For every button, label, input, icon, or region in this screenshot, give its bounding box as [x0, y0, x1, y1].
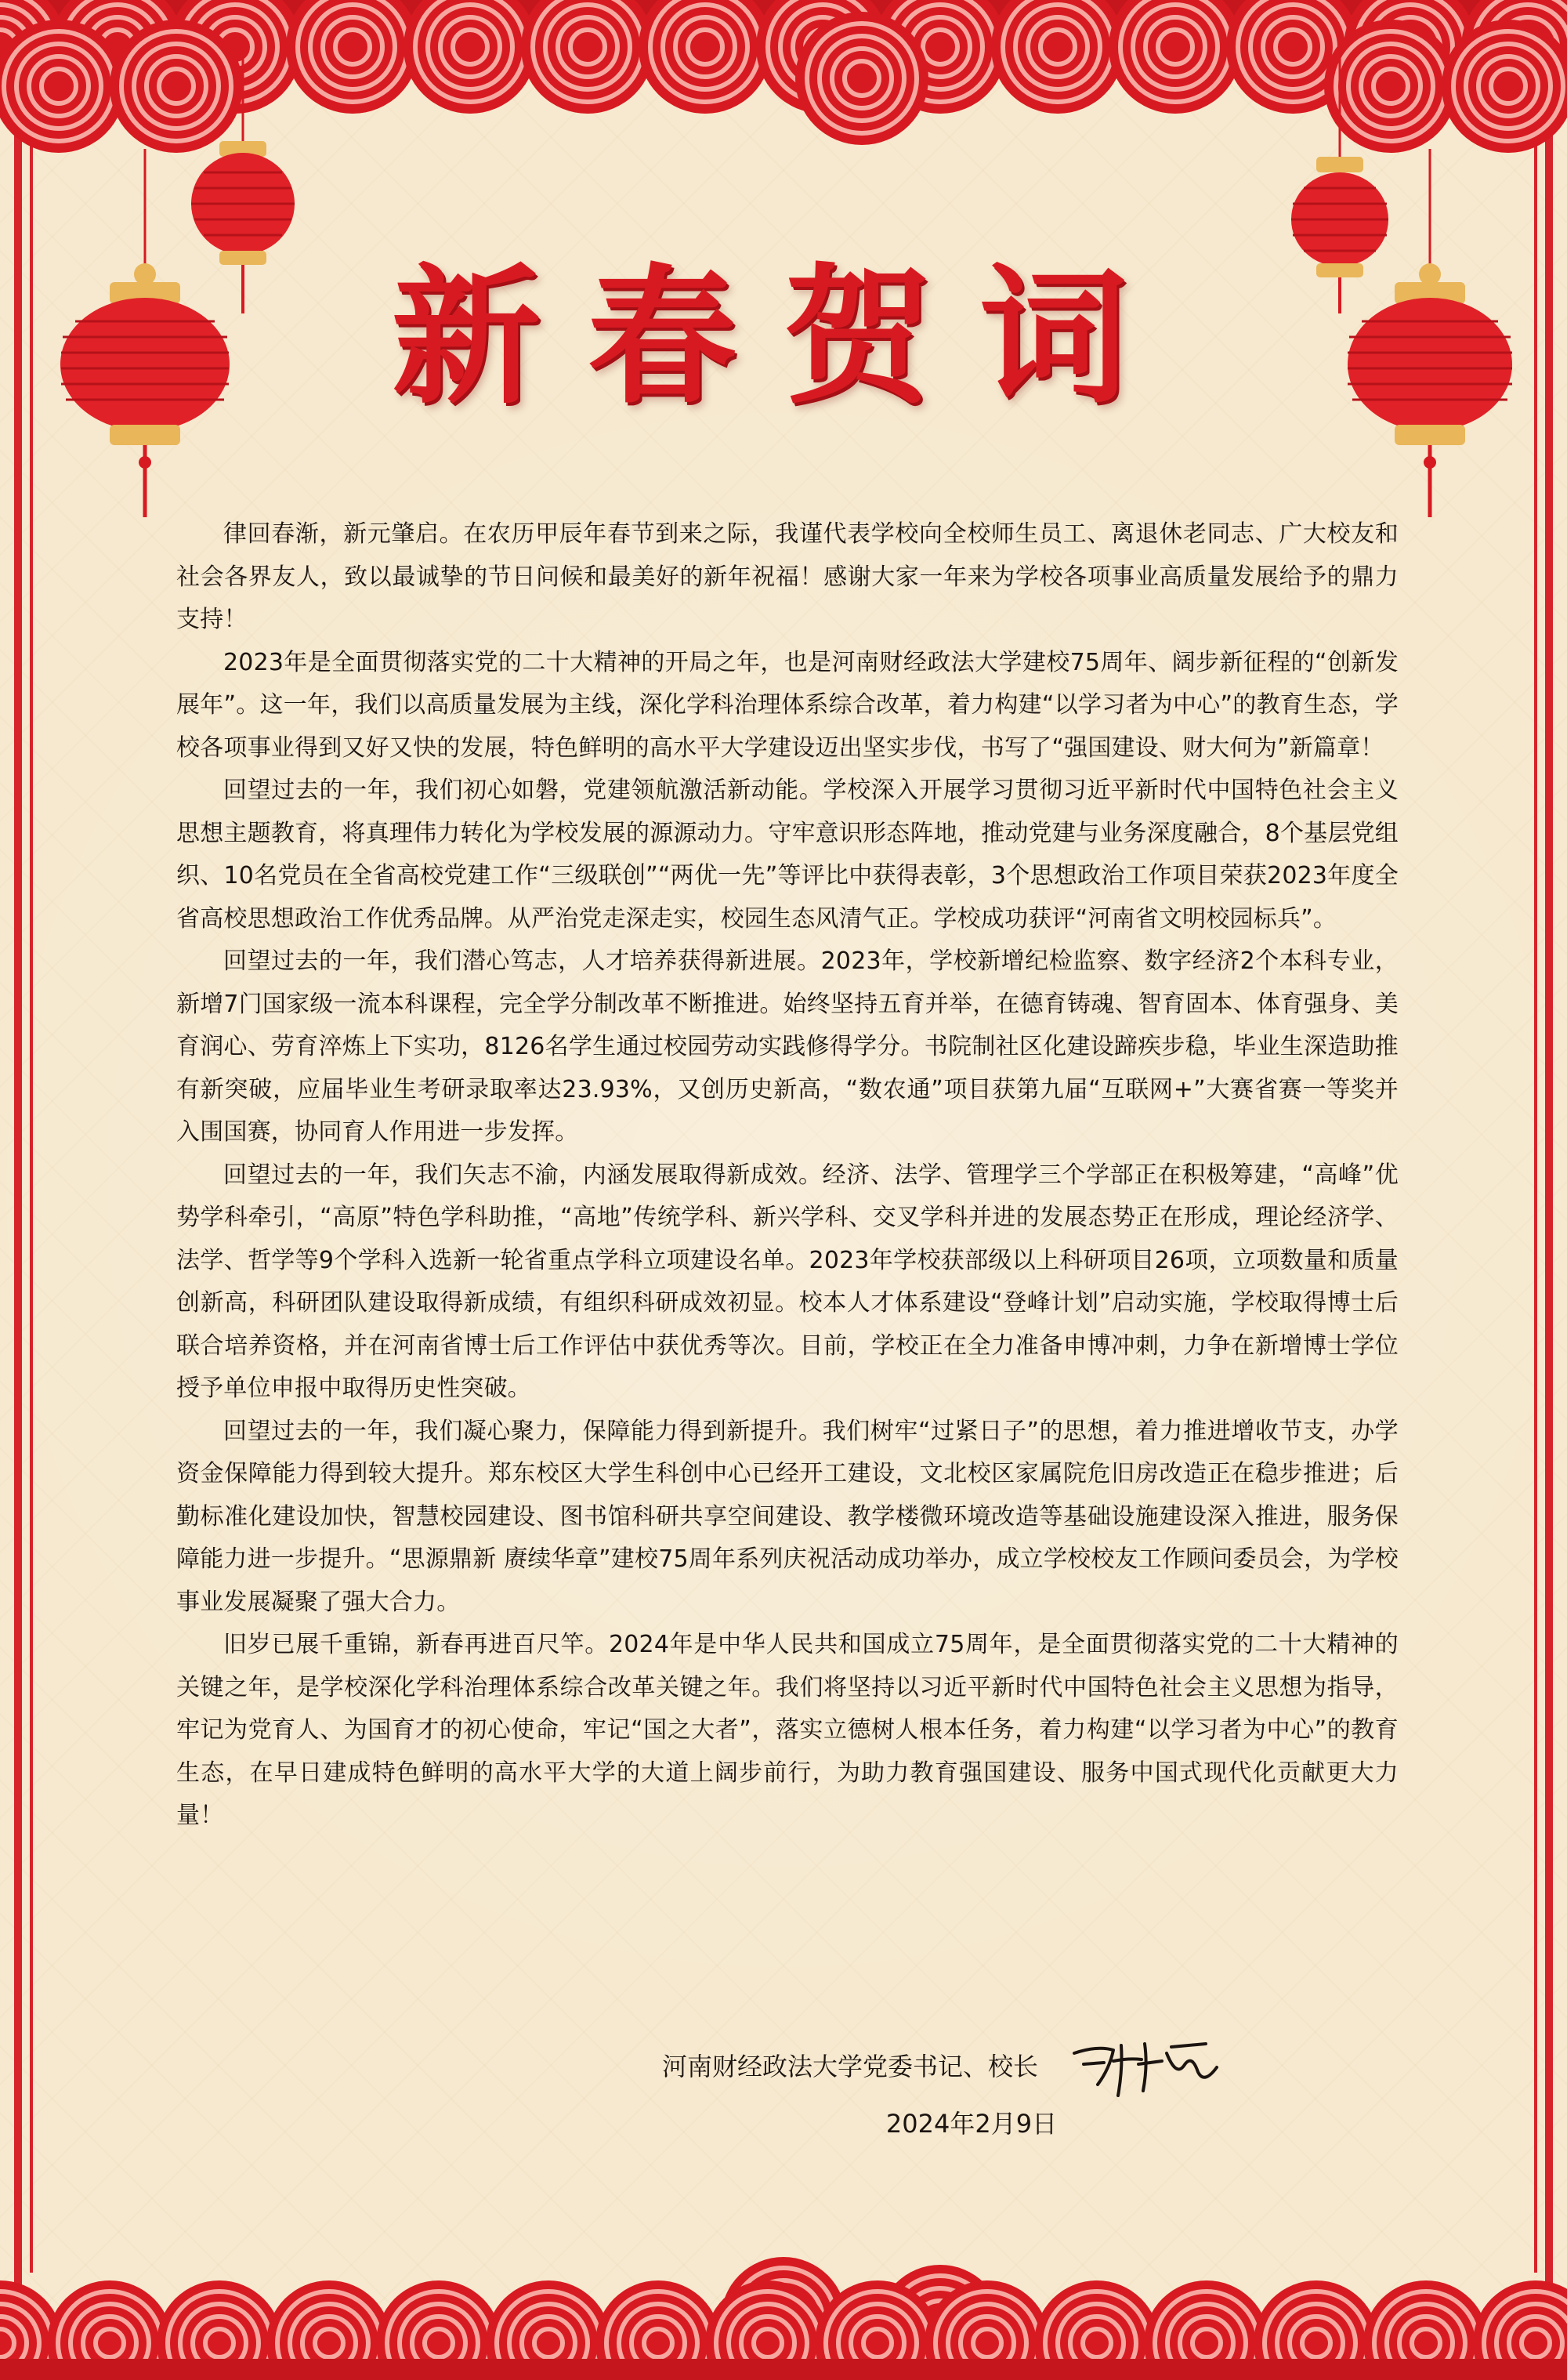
date: 2024年2月9日 [885, 2109, 1058, 2139]
page-title: 新春贺词 [391, 249, 1175, 424]
greeting-body [176, 513, 1399, 1838]
paragraph-7: 旧岁已展千重锦，新春再进百尺竿。2024年是中华人民共和国成立75周年，是全面贯彻落实党的二十大精神的关键之年，是学校深化学科治理体系综合改革关键之年。我们将坚持以习近平新时代中国特色社会主义思想为指导，牢记为党育人、为国育才的初心使命，牢记“国之大者”，落实立德树人根本任务，着力构建“以学习者为中心”的教育生态，在早日建成特色鲜明的高水平大学的大道上阔步前行，为助力教育强国建设、服务中国式现代化贡献更大力量！ [176, 1631, 1399, 1829]
signatory-title: 河南财经政法大学党委书记、校长 [662, 2052, 1039, 2081]
paragraph-6: 回望过去的一年，我们凝心聚力，保障能力得到新提升。我们树牢“过紧日子”的思想，着力推进增收节支，办学资金保障能力得到较大提升。郑东校区大学生科创中心已经开工建设，文北校区家属院危旧房改造正在稳步推进；后勤标准化建设加快，智慧校园建设、图书馆科研共享空间建设、教学楼微环境改造等基础设施建设深入推进，服务保障能力进一步提升。“思源鼎新 赓续华章”建校75周年系列庆祝活动成功举办，成立学校校友工作顾问委员会，为学校事业发展凝聚了强大合力。 [176, 1417, 1399, 1616]
bottom-cloud-scallop-pattern [0, 2226, 1567, 2380]
frame-left-inner [30, 110, 33, 2273]
paragraph-3: 回望过去的一年，我们初心如磐，党建领航激活新动能。学校深入开展学习贯彻习近平新时代中国特色社会主义思想主题教育，将真理伟力转化为学校发展的源源动力。守牢意识形态阵地，推动党建与业务深度融合，8个基层党组织、10名党员在全省高校党建工作“三级联创”“两优一先”等评比中获得表彰，3个思想政治工作项目荣获2023年度全省高校思想政治工作优秀品牌。从严治党走深走实，校园生态风清气正。学校成功获评“河南省文明校园标兵”。 [176, 777, 1399, 933]
paragraph-5: 回望过去的一年，我们矢志不渝，内涵发展取得新成效。经济、法学、管理学三个学部正在积极筹建，“高峰”优势学科牵引，“高原”特色学科助推，“高地”传统学科、新兴学科、交叉学科并进的发展态势正在形成，理论经济学、法学、哲学等9个学科入选新一轮省重点学科立项建设名单。2023年学校获部级以上科研项目26项，立项数量和质量创新高，科研团队建设取得新成绩，有组织科研成效初显。校本人才体系建设“登峰计划”启动实施，学校取得博士后联合培养资格，并在河南省博士后工作评估中获优秀等次。目前，学校正在全力准备申博冲刺，力争在新增博士学位授予单位申报中取得历史性突破。 [176, 1161, 1399, 1402]
frame-right-inner [1534, 110, 1537, 2273]
paragraph-1: 律回春渐，新元肇启。在农历甲辰年春节到来之际，我谨代表学校向全校师生员工、离退休老同志、广大校友和社会各界友人，致以最诚挚的节日问候和最美好的新年祝福！感谢大家一年来为学校各项事业高质量发展给予的鼎力支持！ [176, 520, 1399, 633]
handwritten-signature [1066, 2030, 1223, 2100]
signature-line [662, 2041, 1223, 2088]
paragraph-4: 回望过去的一年，我们潜心笃志，人才培养获得新进展。2023年，学校新增纪检监察、数字经济2个本科专业，新增7门国家级一流本科课程，完全学分制改革不断推进。始终坚持五育并举，在德育铸魂、智育固本、体育强身、美育润心、劳育淬炼上下实功，8126名学生通过校园劳动实践修得学分。书院制社区化建设蹄疾步稳，毕业生深造助推有新突破，应届毕业生考研录取率达23.93%，又创历史新高，“数农通”项目获第九届“互联网+”大赛省赛一等奖并入围国赛，协同育人作用进一步发挥。 [176, 947, 1399, 1146]
paragraph-2: 2023年是全面贯彻落实党的二十大精神的开局之年，也是河南财经政法大学建校75周年、阔步新征程的“创新发展年”。这一年，我们以高质量发展为主线，深化学科治理体系综合改革，着力构建“以学习者为中心”的教育生态，学校各项事业得到又好又快的发展，特色鲜明的高水平大学建设迈出坚实步伐，书写了“强国建设、财大何为”新篇章！ [176, 648, 1399, 762]
